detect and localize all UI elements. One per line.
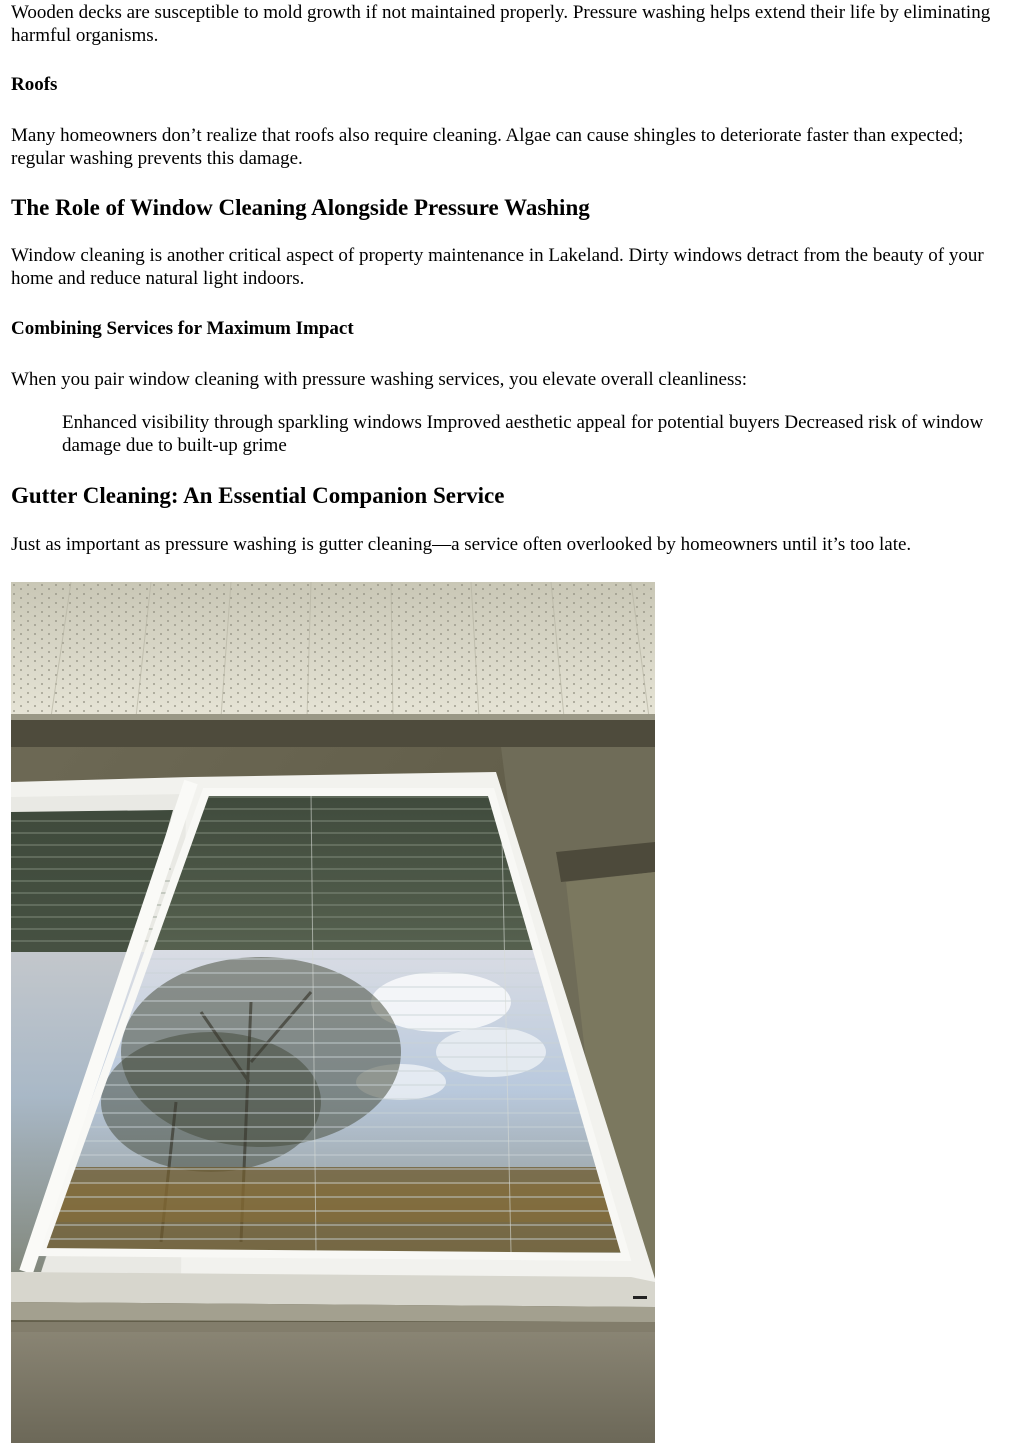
paragraph-pairing: When you pair window cleaning with pressure washing services, you elevate overall cleanliness: [11,369,748,390]
paragraph-gutter: Just as important as pressure washing is gutter cleaning—a service often overlooked by homeowners until it’s too late. [11,534,912,555]
window-photo [11,582,655,1443]
heading-combining: Combining Services for Maximum Impact [11,318,354,339]
heading-roofs: Roofs [11,74,58,95]
article-body [11,0,1011,556]
paragraph-decks: Wooden decks are susceptible to mold growth if not maintained properly. Pressure washing helps extend their life by eliminating harmful organisms. [11,2,991,46]
heading-gutter: Gutter Cleaning: An Essential Companion Service [11,483,505,508]
benefits-blockquote: Enhanced visibility through sparkling windows Improved aesthetic appeal for potential buyers Decreased risk of window damage due to built-up grime [62,412,984,456]
paragraph-window-intro: Window cleaning is another critical aspect of property maintenance in Lakeland. Dirty windows detract from the beauty of your home and reduce natural light indoors. [11,245,984,289]
paragraph-roofs: Many homeowners don’t realize that roofs also require cleaning. Algae can cause shingles to deteriorate faster than expected; regular washing prevents this damage. [11,125,964,169]
heading-window-role: The Role of Window Cleaning Alongside Pressure Washing [11,195,590,220]
